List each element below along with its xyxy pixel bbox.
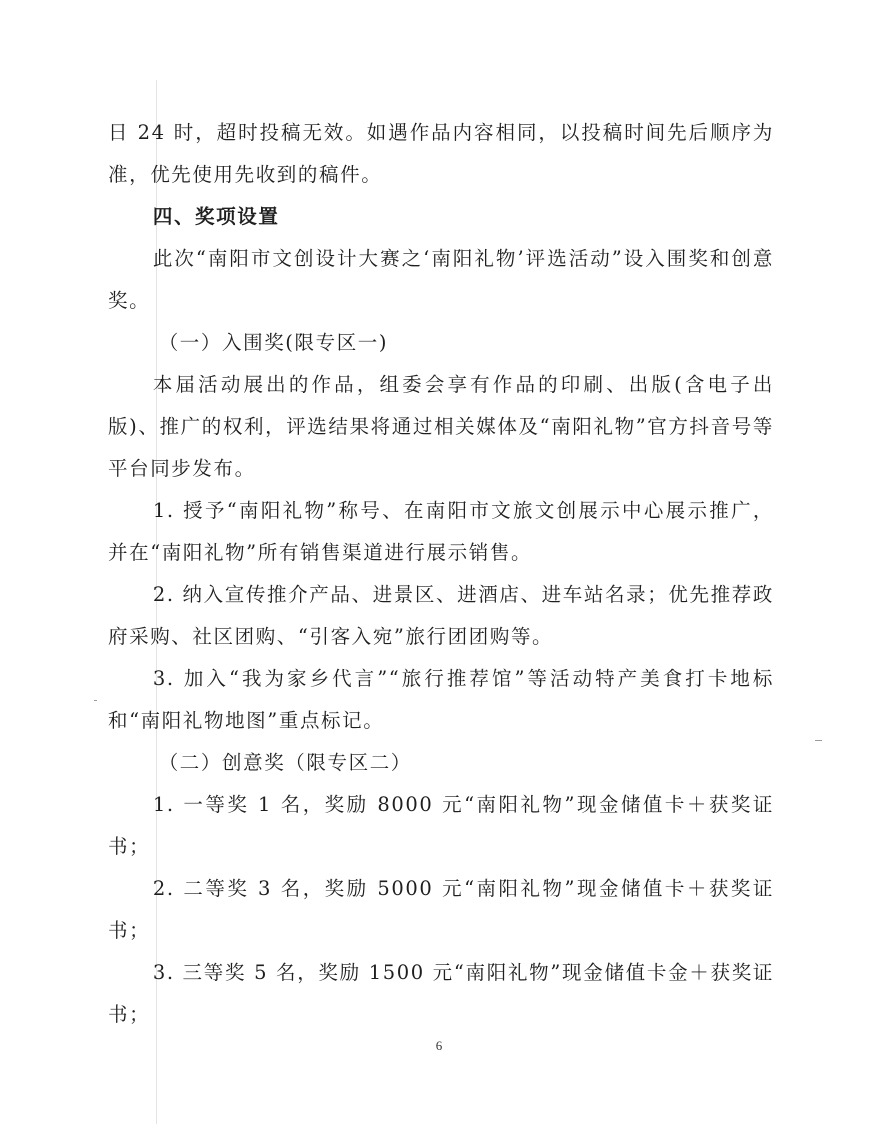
list-item-finalist-2: 2. 纳入宣传推介产品、进景区、进酒店、进车站名录；优先推荐政府采购、社区团购、“引客入宛”旅行团团购等。 bbox=[108, 583, 774, 648]
scan-speck bbox=[815, 740, 822, 741]
paragraph-submission-deadline: 日 24 时，超时投稿无效。如遇作品内容相同，以投稿时间先后顺序为准，优先使用先收到的稿件。 bbox=[108, 121, 774, 186]
subheading-creative-award: （二）创意奖（限专区二） bbox=[158, 751, 412, 774]
page-number: 6 bbox=[435, 1038, 443, 1053]
subheading-finalist-award: （一）入围奖(限专区一) bbox=[158, 331, 389, 354]
list-item-finalist-3: 3. 加入“我为家乡代言”“旅行推荐馆”等活动特产美食打卡地标和“南阳礼物地图”重点标记。 bbox=[108, 667, 774, 732]
document-body bbox=[108, 112, 774, 1036]
paragraph-finalist-rights: 本届活动展出的作品，组委会享有作品的印刷、出版(含电子出版)、推广的权利，评选结果将通过相关媒体及“南阳礼物”官方抖音号等平台同步发布。 bbox=[108, 373, 774, 480]
list-item-finalist-1: 1. 授予“南阳礼物”称号、在南阳市文旅文创展示中心展示推广，并在“南阳礼物”所有销售渠道进行展示销售。 bbox=[108, 499, 774, 564]
list-item-first-prize: 1. 一等奖 1 名，奖励 8000 元“南阳礼物”现金储值卡＋获奖证书； bbox=[108, 793, 774, 858]
scan-speck bbox=[94, 700, 97, 701]
paragraph-awards-intro: 此次“南阳市文创设计大赛之‘南阳礼物’评选活动”设入围奖和创意奖。 bbox=[108, 247, 774, 312]
list-item-third-prize: 3. 三等奖 5 名，奖励 1500 元“南阳礼物”现金储值卡金＋获奖证书； bbox=[108, 961, 774, 1026]
section-heading-awards: 四、奖项设置 bbox=[152, 205, 280, 228]
list-item-second-prize: 2. 二等奖 3 名，奖励 5000 元“南阳礼物”现金储值卡＋获奖证书； bbox=[108, 877, 774, 942]
